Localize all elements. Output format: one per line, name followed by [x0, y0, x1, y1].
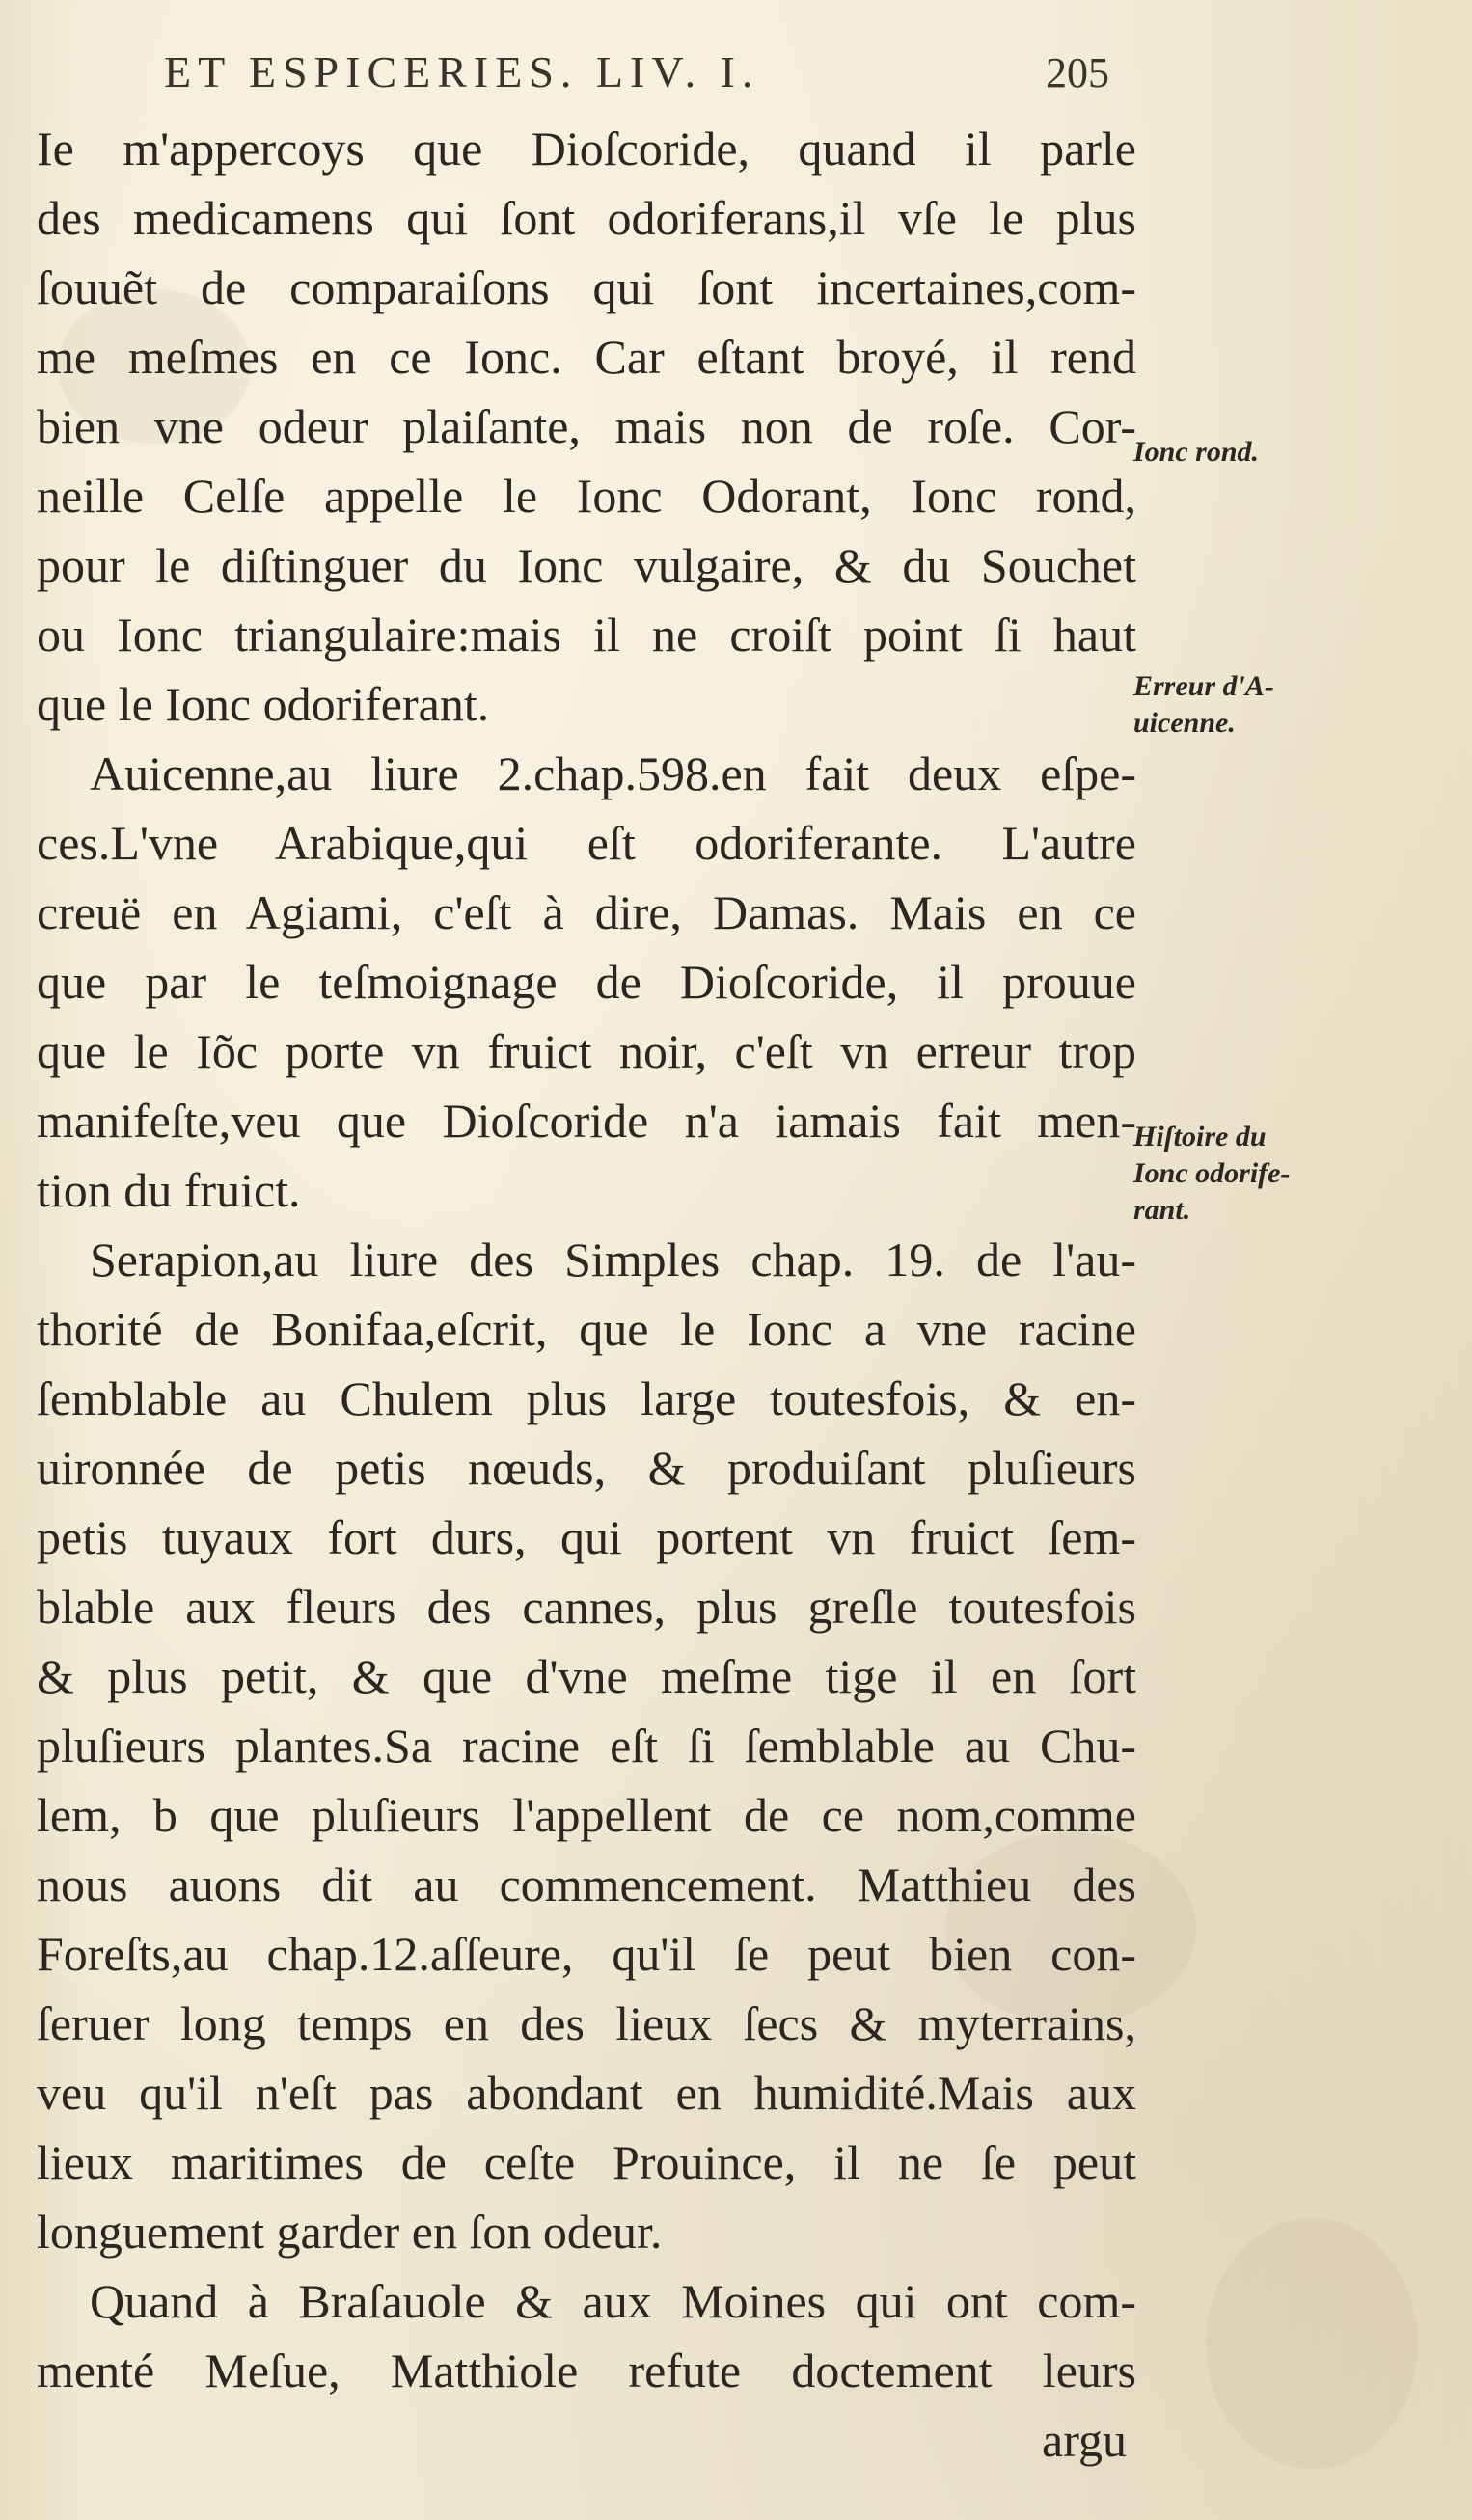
- text-line: que par le teſmoignage de Dioſcoride, il prouue: [37, 955, 1136, 1009]
- text-line: pour le diſtinguer du Ionc vulgaire, & du Souchet: [37, 538, 1136, 592]
- margin-note-erreur-auicenne: [1133, 668, 1384, 742]
- text-line: me meſmes en ce Ionc. Car eſtant broyé, il rend: [37, 330, 1136, 384]
- running-head: ET ESPICERIES. LIV. I.: [164, 47, 760, 96]
- text-line: menté Meſue, Matthiole refute doctement leurs: [37, 2344, 1136, 2398]
- text-line: des medicamens qui ſont odoriferans,il vſe le plus: [37, 191, 1136, 245]
- page-number: 205: [1046, 49, 1109, 96]
- text-line: ou Ionc triangulaire:mais il ne croiſt point ſi haut: [37, 608, 1136, 662]
- text-line: neille Celſe appelle le Ionc Odorant, Ionc rond,: [37, 469, 1136, 523]
- text-line: ſemblable au Chulem plus large toutesfois, & en-: [37, 1371, 1136, 1425]
- margin-note-line: Ionc odorife-: [1133, 1157, 1291, 1189]
- margin-note-line: uicenne.: [1133, 707, 1236, 739]
- margin-note-line: Hiſtoire du: [1133, 1121, 1267, 1152]
- text-line: ces.L'vne Arabique,qui eſt odoriferante. L'autre: [37, 816, 1136, 870]
- text-line: petis tuyaux fort durs, qui portent vn fruict ſem-: [37, 1510, 1136, 1564]
- text-line: Ie m'appercoys que Dioſcoride, quand il parle: [37, 122, 1136, 176]
- text-line: thorité de Bonifaa,eſcrit, que le Ionc a vne racine: [37, 1302, 1136, 1356]
- catchword: argu: [1042, 2413, 1127, 2467]
- text-line: lem, b que pluſieurs l'appellent de ce nom,comme: [37, 1788, 1136, 1842]
- text-line: bien vne odeur plaiſante, mais non de roſe. Cor-: [37, 399, 1136, 453]
- margin-note-ionc-rond: [1133, 434, 1384, 471]
- text-line: Serapion,au liure des Simples chap. 19. de l'au-: [90, 1233, 1136, 1287]
- text-line: nous auons dit au commencement. Matthieu des: [37, 1857, 1136, 1911]
- margin-note-histoire-ionc: [1133, 1119, 1384, 1229]
- text-line: Foreſts,au chap.12.aſſeure, qu'il ſe peut bien con-: [37, 1927, 1136, 1981]
- text-line: que le Iõc porte vn fruict noir, c'eſt vn erreur trop: [37, 1024, 1136, 1078]
- margin-note-line: Erreur d'A-: [1133, 670, 1274, 702]
- text-line: uironnée de petis nœuds, & produiſant pluſieurs: [37, 1441, 1136, 1495]
- text-line: tion du fruict.: [37, 1163, 301, 1217]
- text-line: Quand à Braſauole & aux Moines qui ont com-: [90, 2274, 1136, 2328]
- main-text: [37, 114, 1136, 2475]
- text-line: pluſieurs plantes.Sa racine eſt ſi ſemblable au Chu-: [37, 1719, 1136, 1773]
- text-line: Auicenne,au liure 2.chap.598.en fait deux eſpe-: [90, 746, 1136, 800]
- text-line: veu qu'il n'eſt pas abondant en humidité.Mais aux: [37, 2066, 1136, 2120]
- margin-note-line: rant.: [1133, 1194, 1191, 1226]
- text-line: que le Ionc odoriferant.: [37, 677, 490, 731]
- text-line: blable aux fleurs des cannes, plus greſle toutesfois: [37, 1580, 1136, 1634]
- paper-stain: [1206, 2218, 1418, 2469]
- text-line: manifeſte,veu que Dioſcoride n'a iamais fait men-: [37, 1094, 1136, 1148]
- margin-note-line: Ionc rond.: [1133, 436, 1260, 468]
- text-line: ſeruer long temps en des lieux ſecs & myterrains,: [37, 1996, 1136, 2050]
- text-line: lieux maritimes de ceſte Prouince, il ne ſe peut: [37, 2135, 1136, 2189]
- text-line: ſouuẽt de comparaiſons qui ſont incertaines,com-: [37, 260, 1136, 314]
- text-line: & plus petit, & que d'vne meſme tige il en ſort: [37, 1649, 1136, 1703]
- text-line: longuement garder en ſon odeur.: [37, 2205, 663, 2259]
- text-line: creuë en Agiami, c'eſt à dire, Damas. Mais en ce: [37, 885, 1136, 939]
- page-header: [164, 46, 1148, 104]
